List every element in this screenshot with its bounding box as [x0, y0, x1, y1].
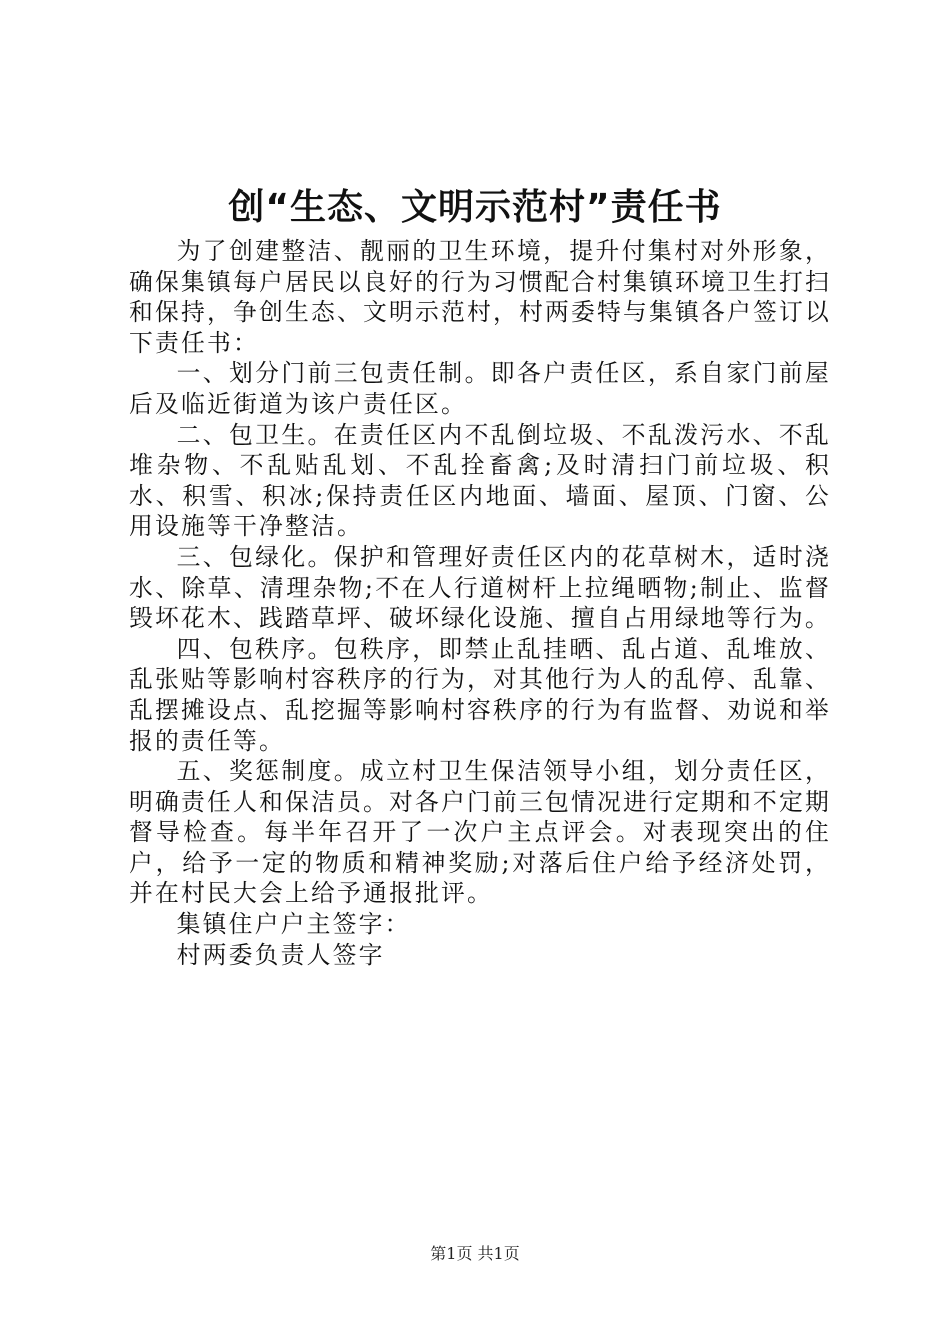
paragraph-rewards-penalties: 五、奖惩制度。成立村卫生保洁领导小组，划分责任区，明确责任人和保洁员。对各户门前三包情况进行定期和不定期督导检查。每半年召开了一次户主点评会。对表现突出的住户，给予一定的物质和精神奖励;对落后住户给予经济处罚，并在村民大会上给予通报批评。 — [129, 757, 831, 908]
resident-signature-line: 集镇住户户主签字： — [176, 910, 411, 939]
paragraph-intro: 为了创建整洁、靓丽的卫生环境，提升付集村对外形象，确保集镇每户居民以良好的行为习惯配合村集镇环境卫生打扫和保持，争创生态、文明示范村，村两委特与集镇各户签订以下责任书： — [129, 237, 831, 357]
document-body — [129, 236, 831, 970]
paragraph-responsibility-zone: 一、划分门前三包责任制。即各户责任区，系自家门前屋后及临近街道为该户责任区。 — [129, 359, 831, 418]
document-title: 创“生态、文明示范村”责任书 — [228, 187, 722, 228]
committee-signature-line: 村两委负责人签字 — [176, 940, 385, 969]
paragraph-greening: 三、包绿化。保护和管理好责任区内的花草树木，适时浇水、除草、清理杂物;不在人行道树杆上拉绳晒物;制止、监督毁坏花木、践踏草坪、破坏绿化设施、擅自占用绿地等行为。 — [129, 542, 831, 633]
paragraph-sanitation: 二、包卫生。在责任区内不乱倒垃圾、不乱泼污水、不乱堆杂物、不乱贴乱划、不乱拴畜禽;及时清扫门前垃圾、积水、积雪、积冰;保持责任区内地面、墙面、屋顶、门窗、公用设施等干净整洁。 — [129, 420, 831, 541]
page-number-footer: 第1页 共1页 — [430, 1244, 520, 1263]
paragraph-order: 四、包秩序。包秩序，即禁止乱挂晒、乱占道、乱堆放、乱张贴等影响村容秩序的行为，对其他行为人的乱停、乱靠、乱摆摊设点、乱挖掘等影响村容秩序的行为有监督、劝说和举报的责任等。 — [129, 634, 831, 755]
